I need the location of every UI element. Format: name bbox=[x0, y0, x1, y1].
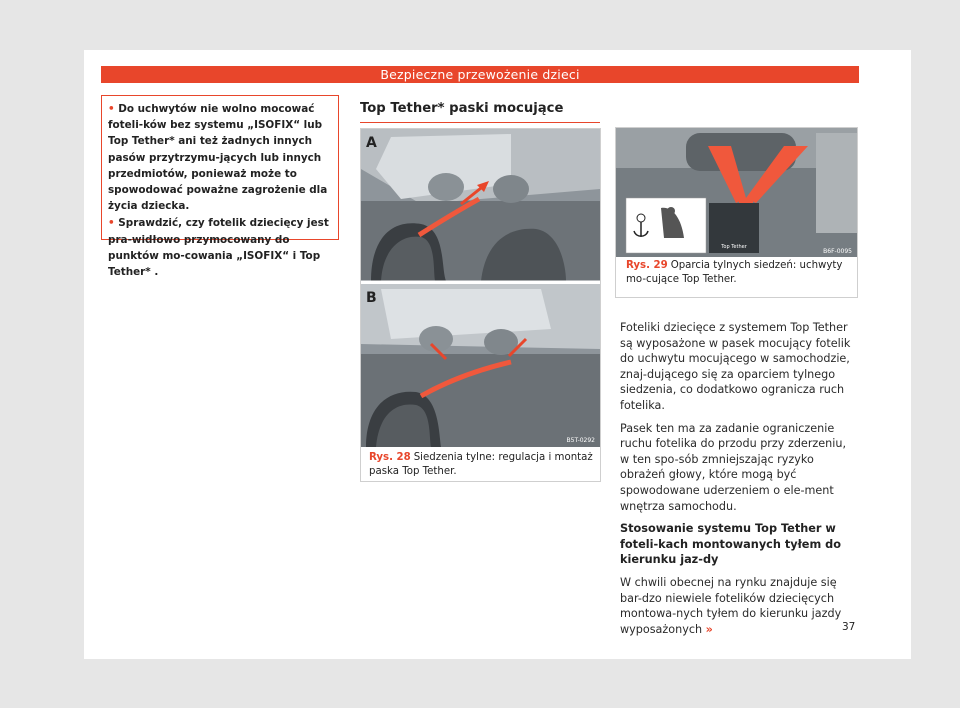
warning-item bbox=[108, 101, 332, 214]
section-title: Top Tether* paski mocujące bbox=[360, 101, 564, 116]
figure-29-caption bbox=[626, 259, 851, 286]
section-divider bbox=[360, 122, 600, 123]
panel-label-b: B bbox=[366, 290, 377, 306]
caption-label: Rys. 29 bbox=[626, 260, 668, 271]
paragraph bbox=[620, 575, 858, 637]
caption-label: Rys. 28 bbox=[369, 452, 411, 463]
continue-icon: » bbox=[705, 622, 713, 636]
warning-item bbox=[108, 215, 332, 280]
bullet-icon: • bbox=[108, 217, 115, 230]
caption-text: Siedzenia tylne: regulacja i montaż paska Top Tether. bbox=[369, 452, 593, 477]
warning-box bbox=[101, 95, 339, 279]
panel-b bbox=[361, 284, 600, 447]
caption-text: Oparcia tylnych siedzeń: uchwyty mo-cujące Top Tether. bbox=[626, 260, 843, 285]
figure-28 bbox=[360, 128, 601, 482]
body-text bbox=[620, 320, 858, 644]
bullet-icon: • bbox=[108, 103, 115, 115]
paragraph: Pasek ten ma za zadanie ograniczenie ruchu fotelika do przodu przy zderzeniu, w ten spo-sób zmniejszając ryzyko obrażeń głowy, które mogą być spowodowane uderzeniem o ele-ment wnętrza samochodu. bbox=[620, 421, 847, 513]
panel-a bbox=[361, 129, 600, 281]
paragraph-text: W chwili obecnej na rynku znajduje się bar-dzo niewiele fotelików dziecięcych montowa-nych tyłem do kierunku jazdy wyposażonych bbox=[620, 575, 842, 636]
figure-code: B6F-0095 bbox=[823, 248, 852, 255]
page-number: 37 bbox=[842, 621, 856, 633]
top-tether-inset-label: Top Tether bbox=[721, 244, 747, 250]
figure-28-caption bbox=[369, 451, 594, 478]
paragraph: Foteliki dziecięce z systemem Top Tether są wyposażone w pasek mocujący fotelik do uchwytu mocującego w samochodzie, znaj-dującego się za oparciem tylnego siedzenia, co dodatkowo ogranicza ruch fotelika. bbox=[620, 321, 851, 412]
figure-code: B5T-0292 bbox=[566, 437, 595, 444]
figure-29-illustration bbox=[616, 128, 857, 257]
page-header: Bezpieczne przewożenie dzieci bbox=[101, 66, 859, 83]
panel-label-a: A bbox=[366, 135, 377, 151]
warning-text: Do uchwytów nie wolno mocować foteli-ków bez systemu „ISOFIX“ lub Top Tether* ani też żadnych innych pasów przytrzymu-jących lub innych przedmiotów, ponieważ może to spowodować poważne zagrożenie dla życia dziecka. bbox=[108, 103, 328, 213]
warning-text: Sprawdzić, czy fotelik dziecięcy jest pra-widłowo przymocowany do punktów mo-cowania „ISOFIX“ i Top Tether* . bbox=[108, 217, 329, 279]
figure-29 bbox=[615, 127, 858, 298]
subheading: Stosowanie systemu Top Tether w foteli-kach montowanych tyłem do kierunku jaz-dy bbox=[620, 522, 842, 567]
figure-28-illustration bbox=[361, 129, 600, 447]
